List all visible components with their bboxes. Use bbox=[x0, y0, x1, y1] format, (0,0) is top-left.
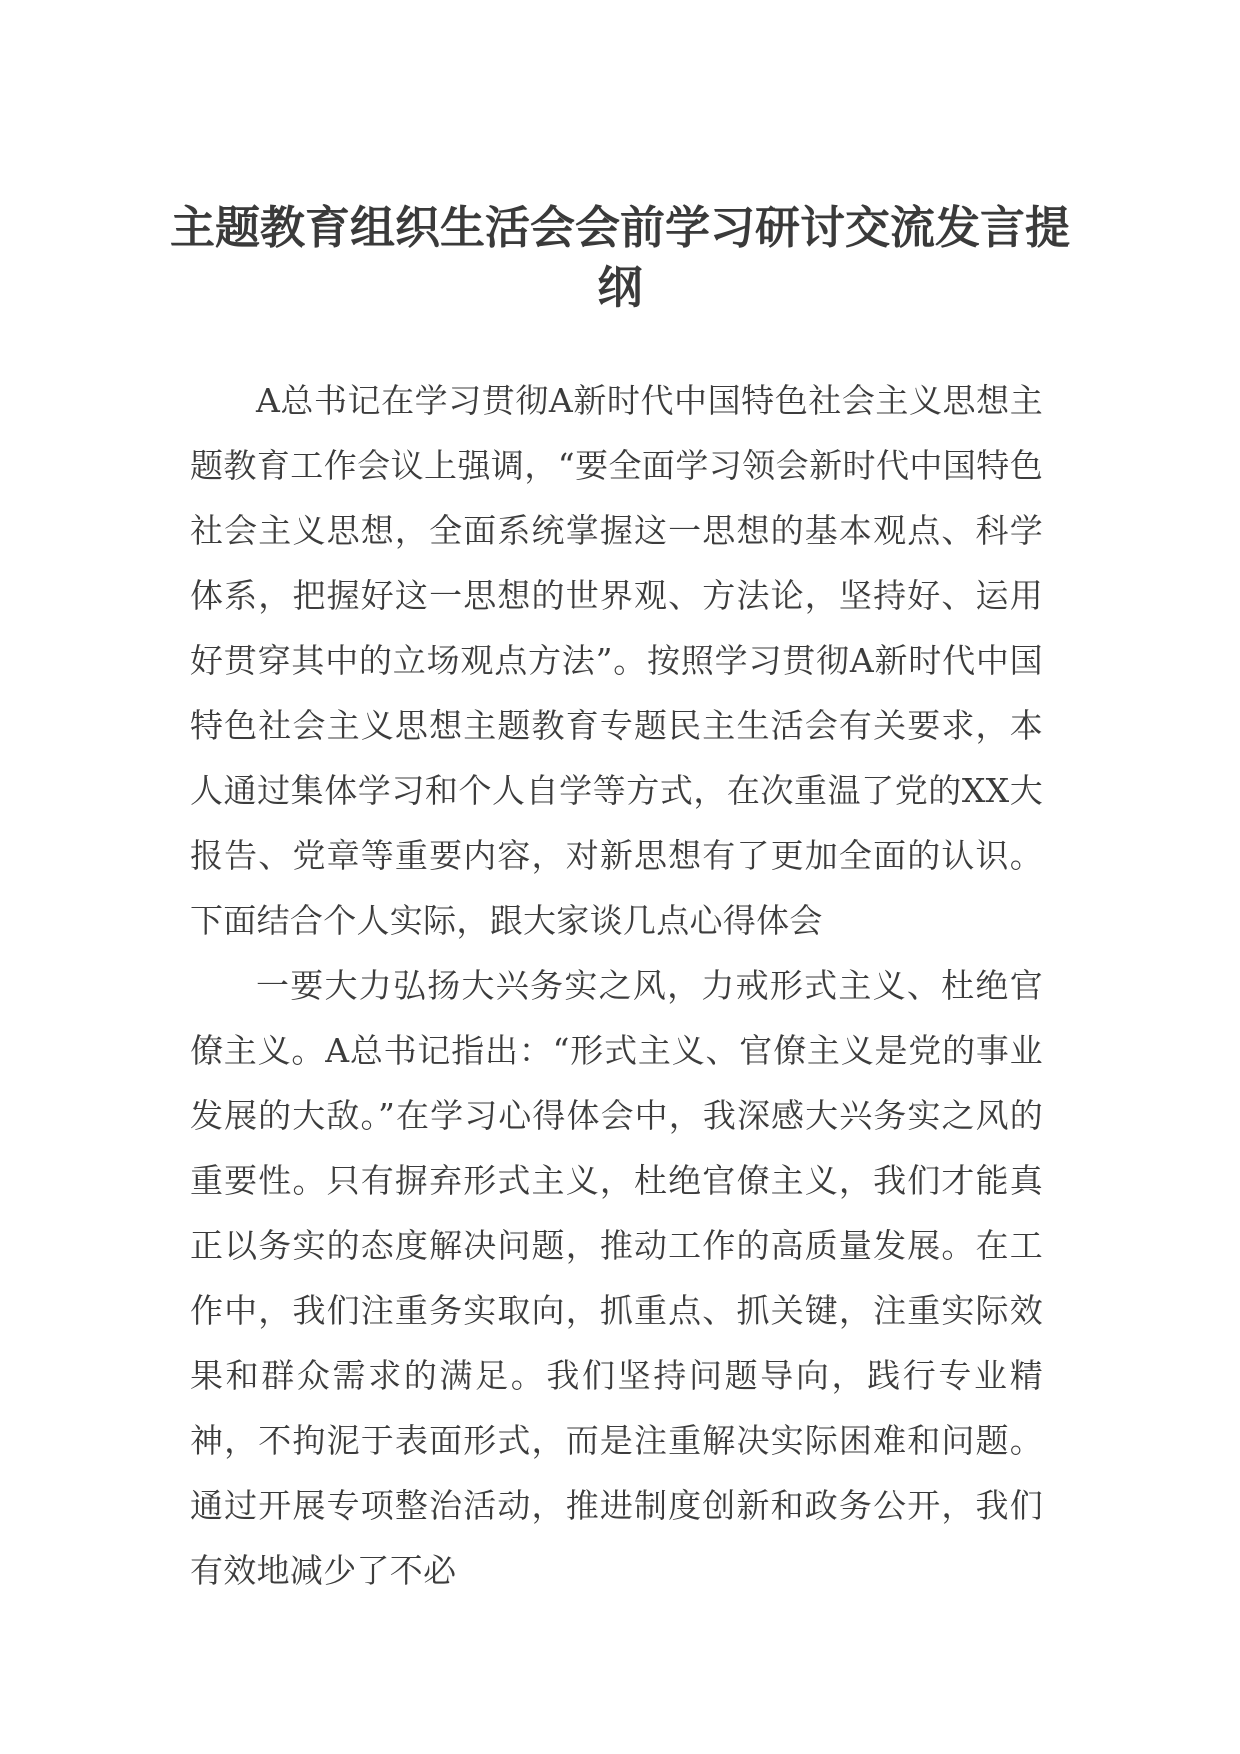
paragraph-point-one: 一要大力弘扬大兴务实之风，力戒形式主义、杜绝官僚主义。A总书记指出：“形式主义、官僚主义是党的事业发展的大敌。”在学习心得体会中，我深感大兴务实之风的重要性。只有摒弃形式主义，杜绝官僚主义，我们才能真正以务实的态度解决问题，推动工作的高质量发展。在工作中，我们注重务实取向，抓重点、抓关键，注重实际效果和群众需求的满足。我们坚持问题导向，践行专业精神，不拘泥于表面形式，而是注重解决实际困难和问题。通过开展专项整治活动，推进制度创新和政务公开，我们有效地减少了不必 bbox=[190, 966, 1043, 1590]
document-title: 主题教育组织生活会会前学习研讨交流发言提纲 bbox=[169, 201, 1070, 314]
paragraph-intro: A总书记在学习贯彻A新时代中国特色社会主义思想主题教育工作会议上强调，“要全面学习领会新时代中国特色社会主义思想，全面系统掌握这一思想的基本观点、科学体系，把握好这一思想的世界观、方法论，坚持好、运用好贯穿其中的立场观点方法”。按照学习贯彻A新时代中国特色社会主义思想主题教育专题民主生活会有关要求，本人通过集体学习和个人自学等方式，在次重温了党的XX大报告、党章等重要内容，对新思想有了更加全面的认识。下面结合个人实际，跟大家谈几点心得体会 bbox=[190, 381, 1043, 940]
document-body bbox=[190, 368, 1043, 1603]
